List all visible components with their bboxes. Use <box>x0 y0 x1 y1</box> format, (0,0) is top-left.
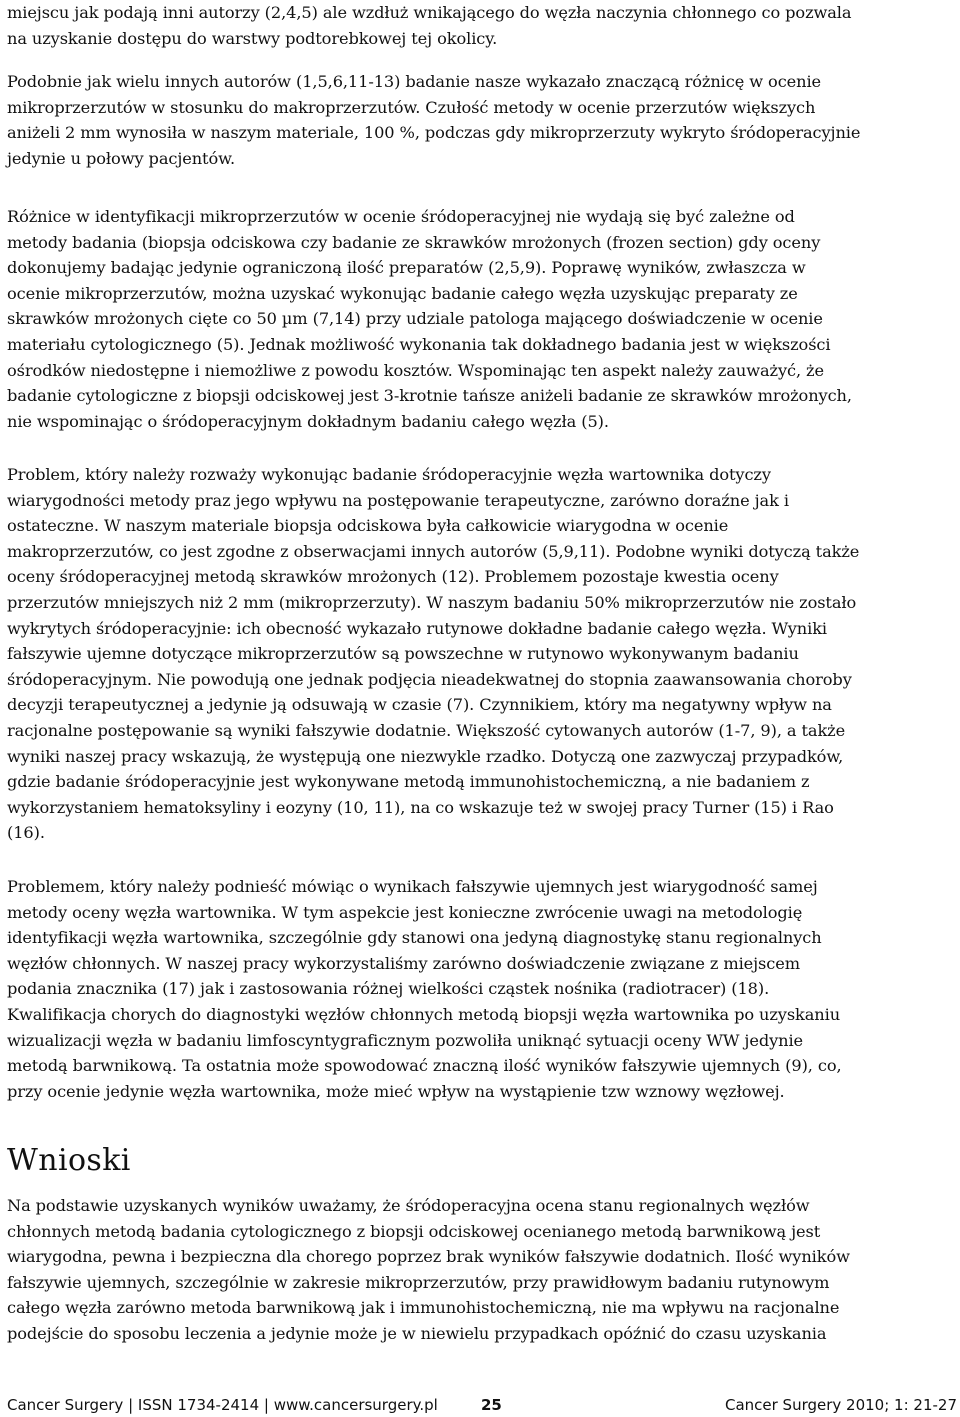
text-line: na uzyskanie dostępu do warstwy podtorebkowej tej okolicy. <box>7 28 498 48</box>
text-line: Podobnie jak wielu innych autorów (1,5,6,11-13) badanie nasze wykazało znaczącą różnicę w ocenie <box>7 72 822 91</box>
text-line: metody oceny węzła wartownika. W tym aspekcie jest konieczne zwrócenie uwagi na metodologię <box>7 902 803 922</box>
text-line: Problem, który należy rozważy wykonując badanie śródoperacyjnie węzła wartownika dotyczy <box>7 465 771 484</box>
text-line: dokonujemy badając jedynie ograniczoną ilość preparatów (2,5,9). Poprawę wyników, zwłaszcza w <box>7 258 806 278</box>
paragraph-2 <box>7 69 860 171</box>
text-line: nie wspominając o śródoperacyjnym dokładnym badaniu całego węzła (5). <box>7 411 609 431</box>
paragraph-4 <box>7 462 859 846</box>
text-line: materiału cytologicznego (5). Jednak możliwość wykonania tak dokładnego badania jest w większości <box>7 334 831 354</box>
paragraph-1 <box>7 0 851 51</box>
text-line: aniżeli 2 mm wynosiła w naszym materiale, 100 %, podczas gdy mikroprzerzuty wykryto śródoperacyjnie <box>7 123 861 143</box>
text-line: wykrytych śródoperacyjnie: ich obecność wykazało rutynowe dokładne badanie całego węzła. Wyniki <box>7 618 827 638</box>
footer-citation: Cancer Surgery 2010; 1: 21-27 <box>724 1396 957 1414</box>
paragraph-5 <box>7 874 842 1104</box>
page-footer <box>7 1395 957 1415</box>
text-line: przy ocenie jedynie węzła wartownika, może mieć wpływ na wystąpienie tzw wznowy węzłowej. <box>7 1081 785 1101</box>
text-line: (16). <box>7 823 45 843</box>
text-line: ośrodków niedostępne i niemożliwe z powodu kosztów. Wspominając ten aspekt należy zauważyć, że <box>7 360 824 380</box>
text-line: Kwalifikacja chorych do diagnostyki węzłów chłonnych metodą biopsji węzła wartownika po uzyskaniu <box>7 1004 841 1024</box>
text-line: mikroprzerzutów w stosunku do makroprzerzutów. Czułość metody w ocenie przerzutów większych <box>7 97 816 117</box>
paragraph-conclusions <box>7 1193 850 1347</box>
text-line: Na podstawie uzyskanych wyników uważamy, że śródoperacyjna ocena stanu regionalnych węzłów <box>7 1196 810 1215</box>
text-line: śródoperacyjnym. Nie powodują one jednak podjęcia nieadekwatnej do stopnia zaawansowania choroby <box>7 669 852 689</box>
text-line: gdzie badanie śródoperacyjnie jest wykonywane metodą immunohistochemiczną, a nie badaniem z <box>7 772 810 792</box>
text-line: Różnice w identyfikacji mikroprzerzutów w ocenie śródoperacyjnej nie wydają się być zależne od <box>7 207 795 226</box>
footer-journal-info: Cancer Surgery | ISSN 1734-2414 | www.cancersurgery.pl <box>7 1396 438 1414</box>
text-line: decyzji terapeutycznej a jedynie ją odsuwają w czasie (7). Czynnikiem, który ma negatywny wpływ na <box>7 695 832 715</box>
text-line: fałszywie ujemnych, szczególnie w zakresie mikroprzerzutów, przy prawidłowym badaniu rutynowym <box>7 1272 830 1292</box>
text-line: makroprzerzutów, co jest zgodne z obserwacjami innych autorów (5,9,11). Podobne wyniki dotyczą także <box>7 541 860 561</box>
text-line: racjonalne postępowanie są wyniki fałszywie dodatnie. Większość cytowanych autorów (1-7, 9), a także <box>7 720 846 740</box>
text-line: oceny śródoperacyjnej metodą skrawków mrożonych (12). Problemem pozostaje kwestia oceny <box>7 567 779 587</box>
text-line: metody badania (biopsja odciskowa czy badanie ze skrawków mrożonych (frozen section) gdy oceny <box>7 232 821 252</box>
paragraph-3 <box>7 204 852 434</box>
text-line: jedynie u połowy pacjentów. <box>7 148 235 168</box>
text-line: miejscu jak podają inni autorzy (2,4,5) ale wzdłuż wnikającego do węzła naczynia chłonnego co pozwala <box>7 3 852 22</box>
text-line: wiarygodna, pewna i bezpieczna dla chorego poprzez brak wyników fałszywie dodatnich. Ilość wyników <box>7 1247 850 1267</box>
text-line: fałszywie ujemne dotyczące mikroprzerzutów są powszechne w rutynowo wykonywanym badaniu <box>7 644 799 664</box>
section-heading-conclusions: Wnioski <box>7 1143 131 1178</box>
text-line: ocenie mikroprzerzutów, można uzyskać wykonując badanie całego węzła uzyskując preparaty ze <box>7 283 798 303</box>
page-number: 25 <box>481 1396 502 1414</box>
text-line: wiarygodności metody praz jego wpływu na postępowanie terapeutyczne, zarówno doraźne jak i <box>7 490 789 510</box>
text-line: podania znacznika (17) jak i zastosowania różnej wielkości cząstek nośnika (radiotracer) (18). <box>7 979 770 999</box>
text-line: węzłów chłonnych. W naszej pracy wykorzystaliśmy zarówno doświadczenie związane z miejscem <box>7 953 800 973</box>
text-line: podejście do sposobu leczenia a jedynie może je w niewielu przypadkach opóźnić do czasu uzyskania <box>7 1323 827 1343</box>
text-line: wizualizacji węzła w badaniu limfoscyntygraficznym pozwoliła uniknąć sytuacji oceny WW jedynie <box>7 1030 804 1050</box>
text-line: Problemem, który należy podnieść mówiąc o wynikach fałszywie ujemnych jest wiarygodność samej <box>7 877 818 896</box>
text-line: metodą barwnikową. Ta ostatnia może spowodować znaczną ilość wyników fałszywie ujemnych (9), co, <box>7 1056 842 1076</box>
text-line: ostateczne. W naszym materiale biopsja odciskowa była całkowicie wiarygodna w ocenie <box>7 516 729 536</box>
text-line: wykorzystaniem hematoksyliny i eozyny (10, 11), na co wskazuje też w swojej pracy Turner (15) i Rao <box>7 797 834 817</box>
text-line: badanie cytologiczne z biopsji odciskowej jest 3-krotnie tańsze aniżeli badanie ze skrawków mrożonych, <box>7 386 852 406</box>
text-line: chłonnych metodą badania cytologicznego z biopsji odciskowej ocenianego metodą barwnikową jest <box>7 1221 821 1241</box>
text-line: identyfikacji węzła wartownika, szczególnie gdy stanowi ona jedyną diagnostykę stanu regionalnych <box>7 928 822 948</box>
text-line: wyniki naszej pracy wskazują, że występują one niezwykle rzadko. Dotyczą one zazwyczaj przypadków, <box>7 746 844 766</box>
text-line: przerzutów mniejszych niż 2 mm (mikroprzerzuty). W naszym badaniu 50% mikroprzerzutów nie zostało <box>7 592 857 612</box>
text-line: całego węzła zarówno metoda barwnikową jak i immunohistochemiczną, nie ma wpływu na racjonalne <box>7 1298 840 1318</box>
text-line: skrawków mrożonych cięte co 50 µm (7,14) przy udziale patologa mającego doświadczenie w ocenie <box>7 309 823 329</box>
